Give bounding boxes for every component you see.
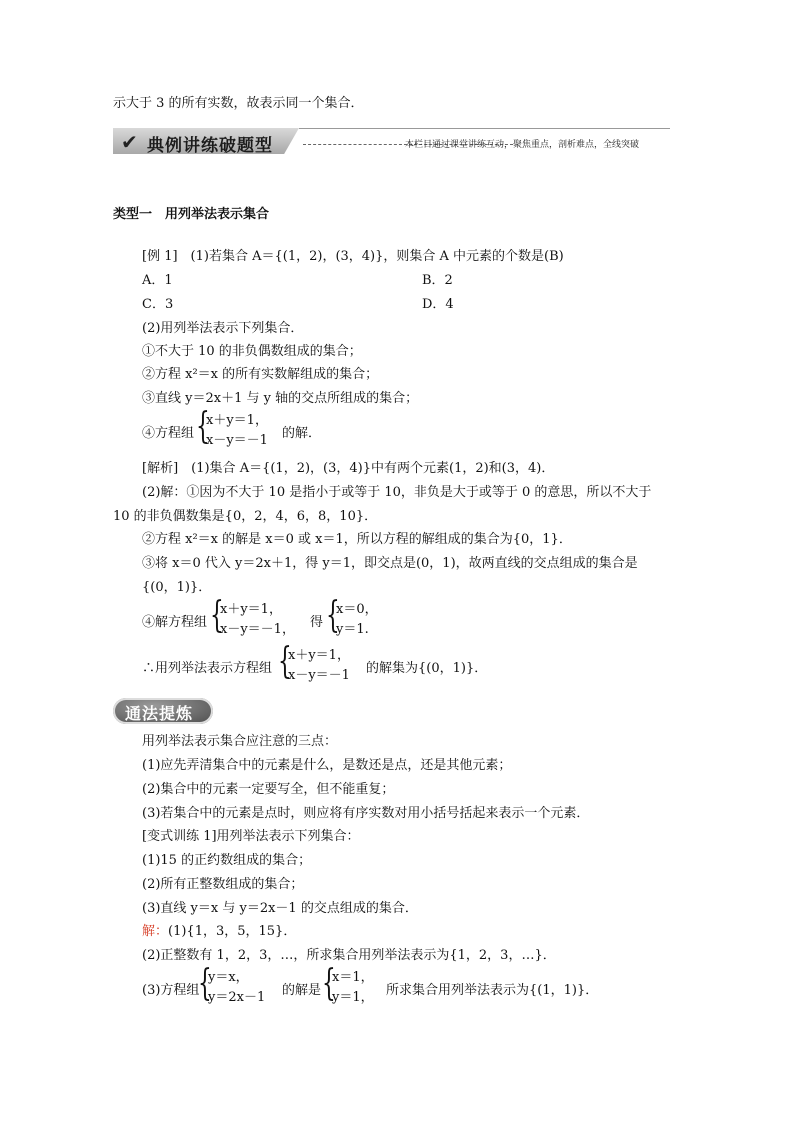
analysis-part4-line2: {(0，1)}． (142, 580, 212, 595)
analysis-part1: [解析] (1)集合 A＝{(1，2)，(3，4)}中有两个元素(1，2)和(3，4)． (142, 461, 555, 476)
exercise-solution3-suffix: 所求集合用列举法表示为{(1，1)}． (386, 983, 599, 998)
exercise-solution1 (142, 923, 296, 941)
analysis-part5-mid: 得 (310, 615, 324, 630)
exercise-solution2: (2)正整数有 1，2，3，…，所求集合用列举法表示为{1，2，3，…}． (142, 948, 556, 963)
system-row: x＝1， (332, 970, 374, 985)
analysis-part5-prefix: ④解方程组 (142, 615, 208, 630)
solution1-text: (1){1，3，5，15}． (168, 924, 297, 939)
brace-icon: { (210, 595, 224, 636)
tongfa-badge-label: 通法提炼 (125, 704, 194, 723)
analysis-part2-line1: (2)解：①因为不大于 10 是指小于或等于 10，非负是大于或等于 0 的意思，所以不大于 (142, 485, 652, 500)
example1-item2: ②方程 x²＝x 的所有实数解组成的集合； (142, 367, 379, 382)
exercise-item2: (2)所有正整数组成的集合； (142, 877, 304, 892)
banner-top-rule (299, 128, 670, 129)
option-a: A．1 (142, 273, 173, 288)
intro-line: 示大于 3 的所有实数，故表示同一个集合． (113, 96, 364, 111)
solution-label: 解： (142, 924, 169, 939)
system-row: x－y＝－1， (220, 622, 295, 637)
banner-title: 典例讲练破题型 (147, 136, 273, 156)
system-row: y＝1， (332, 990, 374, 1005)
example1-item4-suffix: 的解． (282, 426, 322, 441)
brace-icon: { (278, 641, 292, 682)
system-row: x＋y＝1， (220, 602, 282, 617)
option-b: B．2 (422, 273, 453, 288)
example1-question1: [例 1] (1)若集合 A＝{(1，2)，(3，4)}，则集合 A 中元素的个数是(B) (142, 249, 564, 264)
tongfa-intro: 用列举法表示集合应注意的三点： (142, 734, 338, 749)
analysis-part4-line1: ③将 x＝0 代入 y＝2x＋1，得 y＝1，即交点是(0，1)，故两直线的交点组成的集合是 (142, 556, 638, 571)
system-row: y＝2x－1 (208, 990, 266, 1005)
tongfa-point1: (1)应先弄清集合中的元素是什么，是数还是点，还是其他元素； (142, 758, 512, 773)
brace-icon: { (326, 595, 340, 636)
check-mark-icon: ✔ (121, 130, 138, 154)
analysis-part6-suffix: 的解集为{(0，1)}． (366, 661, 488, 676)
brace-icon: { (196, 406, 210, 447)
system-row: y＝x， (208, 970, 249, 985)
example1-item3: ③直线 y＝2x＋1 与 y 轴的交点所组成的集合； (142, 391, 419, 406)
tongfa-point2: (2)集合中的元素一定要写全，但不能重复； (142, 782, 395, 797)
system-row: x＋y＝1， (206, 413, 268, 428)
analysis-part6-prefix: ∴用列举法表示方程组 (142, 661, 273, 676)
system-row: x－y＝－1 (206, 433, 268, 448)
example1-question2: (2)用列举法表示下列集合． (142, 321, 304, 336)
exercise-solution3-prefix: (3)方程组 (142, 983, 200, 998)
banner-description: 本栏目通过课堂讲练互动，聚焦重点，剖析难点，全线突破 (405, 140, 640, 150)
tongfa-badge (113, 698, 213, 724)
example1-item4-prefix: ④方程组 (142, 426, 195, 441)
system-row: x－y＝－1 (288, 668, 350, 683)
tongfa-point3: (3)若集合中的元素是点时，则应将有序实数对用小括号括起来表示一个元素． (142, 806, 590, 821)
analysis-part2-line2: 10 的非负偶数集是{0，2，4，6，8，10}． (113, 509, 378, 524)
exercise-item3: (3)直线 y＝x 与 y＝2x－1 的交点组成的集合． (142, 901, 418, 916)
option-d: D．4 (422, 297, 454, 312)
system-row: x＝0， (336, 602, 378, 617)
system-row: y＝1. (336, 622, 369, 637)
section-heading: 类型一 用列举法表示集合 (113, 207, 270, 222)
brace-icon: { (198, 963, 212, 1004)
example1-item1: ①不大于 10 的非负偶数组成的集合； (142, 344, 362, 359)
exercise-title: [变式训练 1]用列举法表示下列集合： (142, 829, 360, 844)
analysis-part3: ②方程 x²＝x 的解是 x＝0 或 x＝1，所以方程的解组成的集合为{0，1}． (142, 532, 572, 547)
exercise-solution3-mid: 的解是 (282, 983, 322, 998)
option-c: C．3 (142, 297, 174, 312)
brace-icon: { (322, 963, 336, 1004)
system-row: x＋y＝1， (288, 648, 350, 663)
exercise-item1: (1)15 的正约数组成的集合； (142, 853, 312, 868)
section-banner (113, 128, 670, 154)
